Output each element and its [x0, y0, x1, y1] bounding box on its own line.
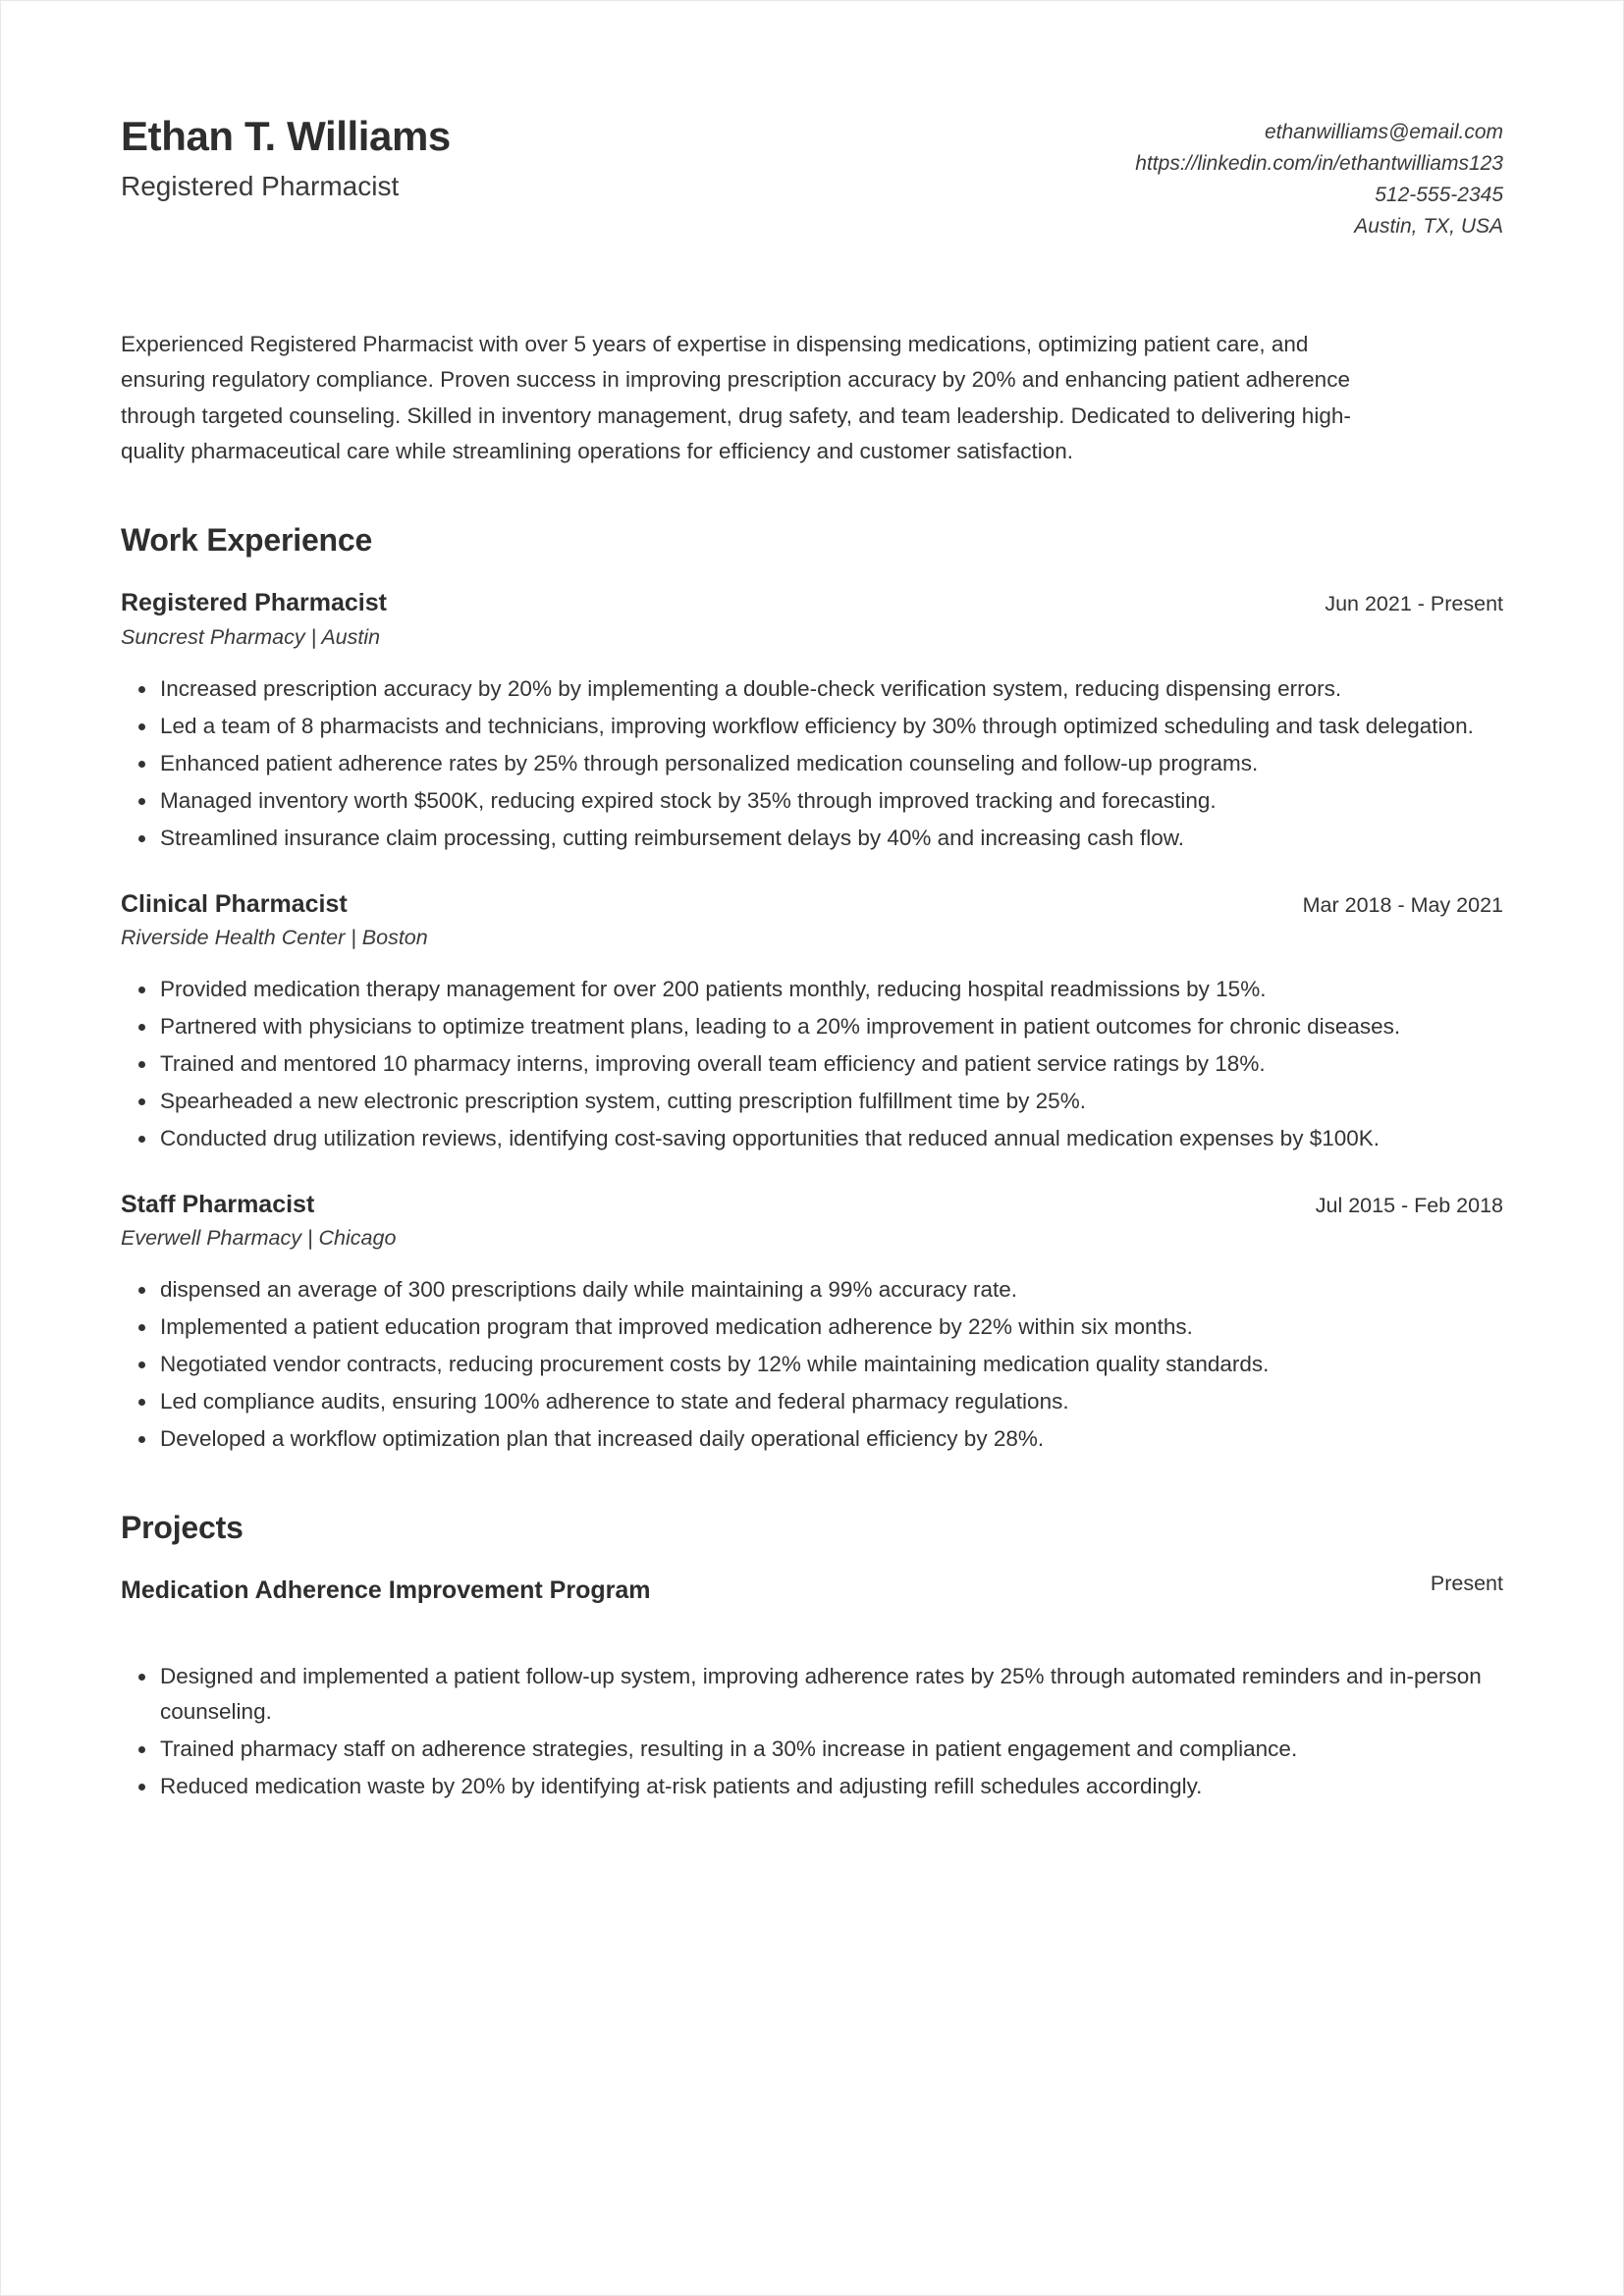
project-bullets [121, 1659, 1503, 1804]
experience-entry-head [121, 588, 1503, 618]
contact-linkedin[interactable]: https://linkedin.com/in/ethantwilliams123 [1135, 151, 1503, 175]
list-item: Conducted drug utilization reviews, identifying cost-saving opportunities that reduced annual medication expenses by $100K. [121, 1121, 1503, 1156]
experience-job-title: Staff Pharmacist [121, 1190, 315, 1218]
list-item: Developed a workflow optimization plan that increased daily operational efficiency by 28%. [121, 1421, 1503, 1457]
professional-summary: Experienced Registered Pharmacist with over 5 years of expertise in dispensing medications, optimizing patient care, and ensuring regulatory compliance. Proven success in improving prescription accuracy by 20% and enhancing patient adherence through targeted counseling. Skilled in inventory management, drug safety, and team leadership. Dedicated to delivering high-quality pharmaceutical care while streamlining operations for efficiency and customer satisfaction. [121, 331, 1351, 463]
list-item: Increased prescription accuracy by 20% by implementing a double-check verification system, reducing dispensing errors. [121, 671, 1503, 707]
list-item: Trained pharmacy staff on adherence strategies, resulting in a 30% increase in patient engagement and compliance. [121, 1732, 1503, 1767]
experience-job-title: Clinical Pharmacist [121, 889, 348, 918]
experience-entry-head [121, 1190, 1503, 1220]
experience-date-range: Mar 2018 - May 2021 [1302, 892, 1503, 917]
candidate-role: Registered Pharmacist [121, 171, 400, 202]
list-item: Spearheaded a new electronic prescription system, cutting prescription fulfillment time by 25%. [121, 1084, 1503, 1119]
experience-bullets [121, 671, 1503, 856]
experience-date-range: Jun 2021 - Present [1325, 592, 1503, 616]
header-identity [121, 105, 451, 203]
list-item: Designed and implemented a patient follow-up system, improving adherence rates by 25% through automated reminders and in-person counseling. [121, 1659, 1503, 1730]
candidate-name: Ethan T. Williams [121, 113, 451, 159]
experience-company: Suncrest Pharmacy | Austin [121, 624, 381, 649]
section-title-work-experience: Work Experience [121, 522, 373, 559]
resume-header [121, 105, 1503, 242]
experience-entry [121, 588, 1503, 855]
list-item: Trained and mentored 10 pharmacy interns, improving overall team efficiency and patient service ratings by 18%. [121, 1046, 1503, 1082]
experience-bullets [121, 1272, 1503, 1457]
section-title-projects: Projects [121, 1509, 244, 1545]
contact-phone[interactable]: 512-555-2345 [1375, 183, 1503, 206]
experience-company: Riverside Health Center | Boston [121, 925, 428, 949]
list-item: Led a team of 8 pharmacists and technicians, improving workflow efficiency by 30% through optimized scheduling and task delegation. [121, 709, 1503, 744]
project-entry [121, 1571, 1503, 1804]
project-title: Medication Adherence Improvement Program [121, 1575, 651, 1604]
experience-entry [121, 1190, 1503, 1457]
list-item: Led compliance audits, ensuring 100% adherence to state and federal pharmacy regulations. [121, 1384, 1503, 1419]
list-item: Reduced medication waste by 20% by identifying at-risk patients and adjusting refill schedules accordingly. [121, 1769, 1503, 1804]
list-item: Managed inventory worth $500K, reducing expired stock by 35% through improved tracking and forecasting. [121, 783, 1503, 819]
list-item: dispensed an average of 300 prescriptions daily while maintaining a 99% accuracy rate. [121, 1272, 1503, 1308]
contact-location: Austin, TX, USA [1354, 214, 1503, 238]
list-item: Streamlined insurance claim processing, cutting reimbursement delays by 40% and increasing cash flow. [121, 821, 1503, 856]
list-item: Implemented a patient education program that improved medication adherence by 22% within six months. [121, 1309, 1503, 1345]
contact-block [1135, 105, 1503, 242]
experience-entry-head [121, 889, 1503, 920]
list-item: Provided medication therapy management for over 200 patients monthly, reducing hospital readmissions by 15%. [121, 972, 1503, 1007]
experience-bullets [121, 972, 1503, 1156]
list-item: Enhanced patient adherence rates by 25% through personalized medication counseling and follow-up programs. [121, 746, 1503, 781]
experience-company: Everwell Pharmacy | Chicago [121, 1226, 397, 1250]
contact-email[interactable]: ethanwilliams@email.com [1264, 121, 1503, 143]
list-item: Partnered with physicians to optimize treatment plans, leading to a 20% improvement in patient outcomes for chronic diseases. [121, 1009, 1503, 1044]
project-date: Present [1430, 1571, 1503, 1595]
experience-date-range: Jul 2015 - Feb 2018 [1315, 1193, 1503, 1217]
project-entry-head [121, 1571, 1503, 1606]
experience-entry [121, 889, 1503, 1156]
list-item: Negotiated vendor contracts, reducing procurement costs by 12% while maintaining medication quality standards. [121, 1347, 1503, 1382]
section-projects [121, 1510, 1503, 1804]
experience-job-title: Registered Pharmacist [121, 589, 387, 617]
section-work-experience [121, 522, 1503, 1457]
